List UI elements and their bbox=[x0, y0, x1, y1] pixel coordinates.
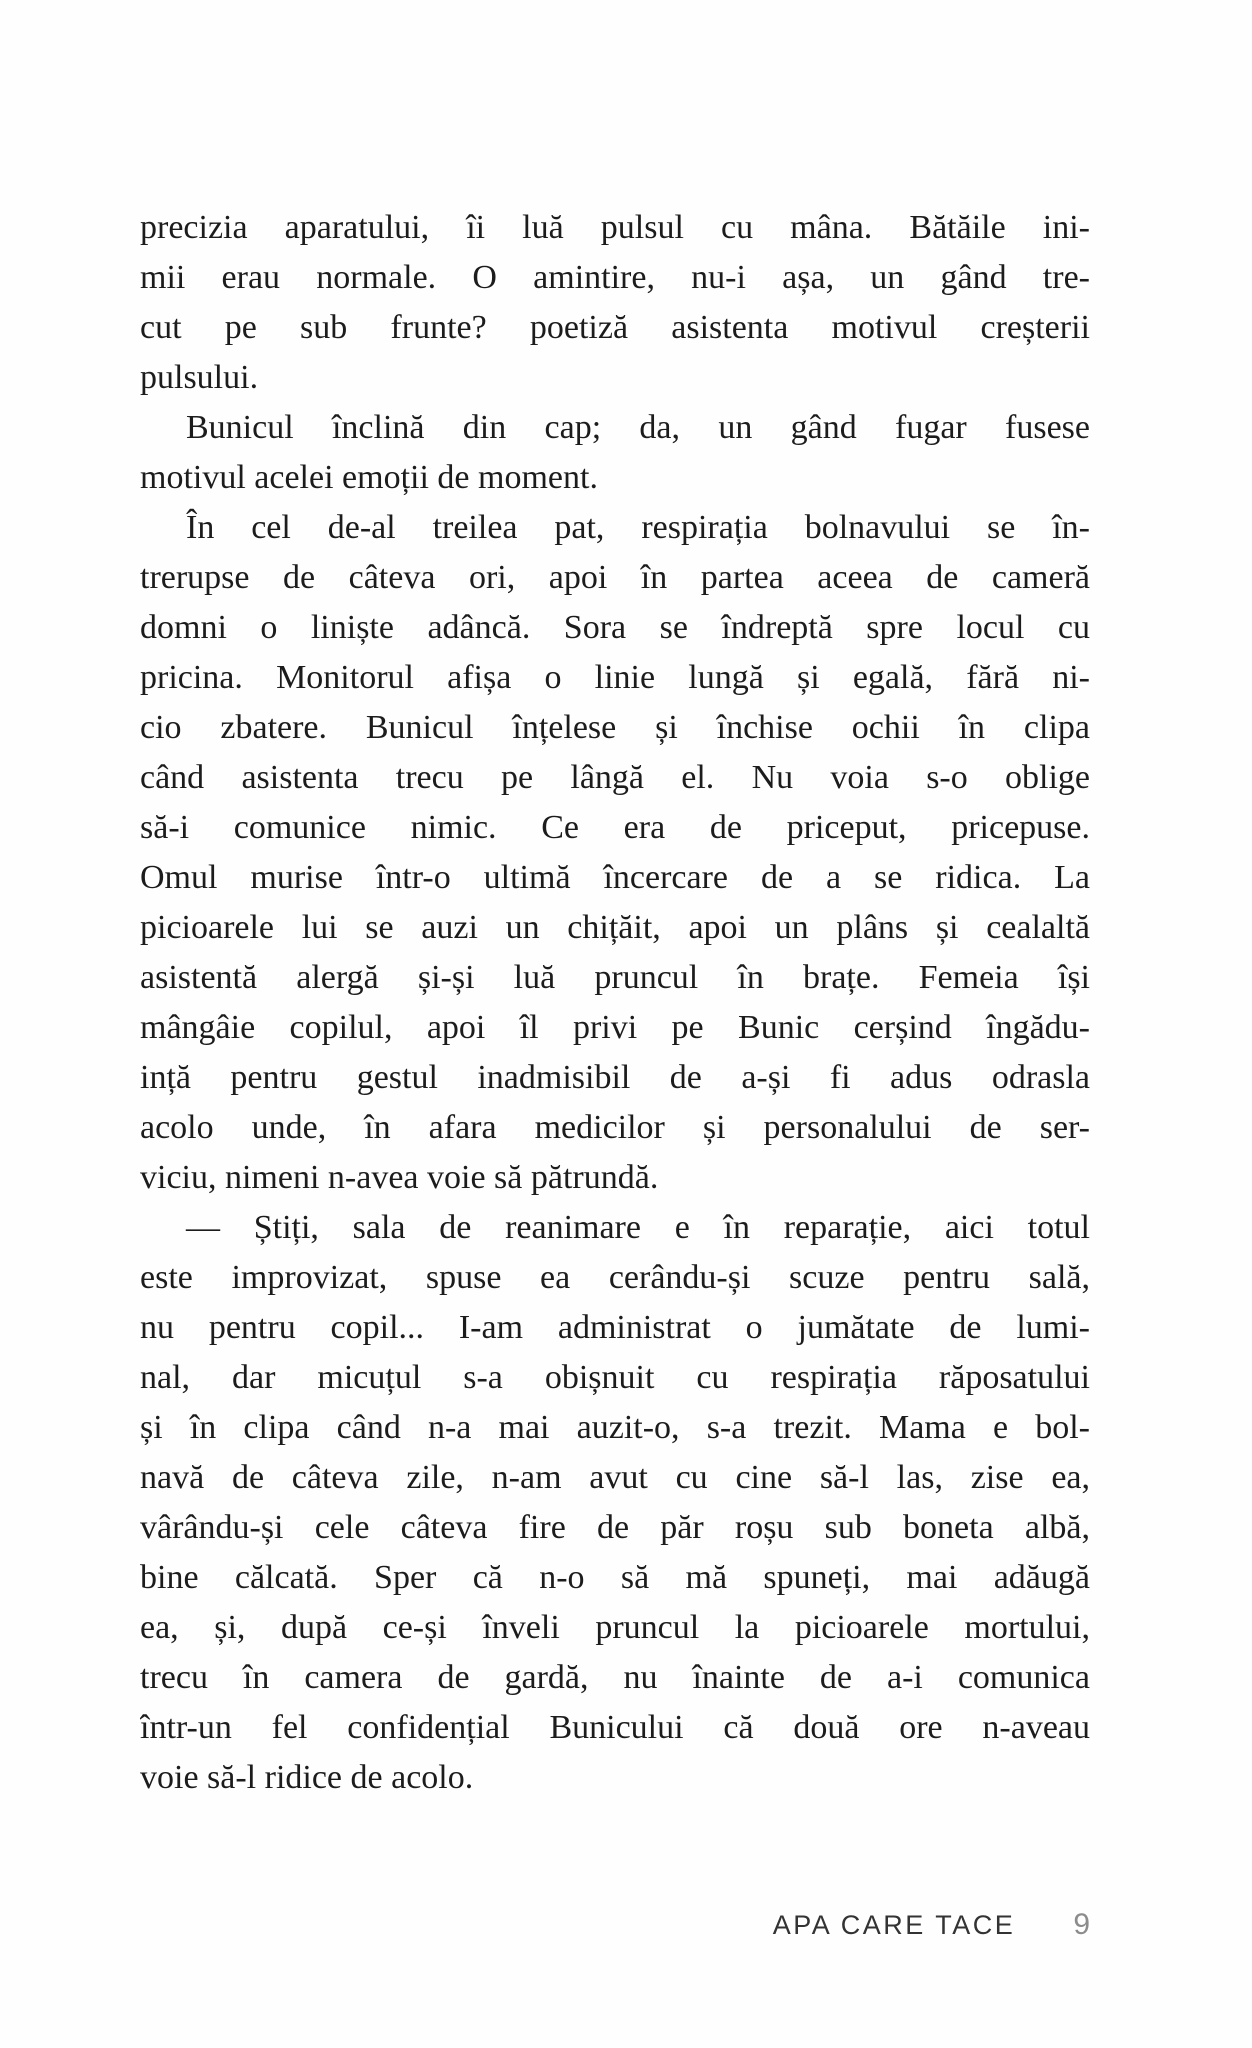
text-line: — Știți, sala de reanimare e în reparație, aici totul bbox=[186, 1209, 1090, 1246]
text-line: viciu, nimeni n-avea voie să pătrundă. bbox=[140, 1159, 659, 1196]
text-line: precizia aparatului, îi luă pulsul cu mâna. Bătăile ini- bbox=[140, 209, 1090, 246]
text-line: motivul acelei emoții de moment. bbox=[140, 459, 598, 496]
text-line: Omul murise într-o ultimă încercare de a se ridica. La bbox=[140, 859, 1090, 896]
text-line: mii erau normale. O amintire, nu-i așa, un gând tre- bbox=[140, 259, 1090, 296]
text-line: pricina. Monitorul afișa o linie lungă și egală, fără ni- bbox=[140, 659, 1090, 696]
text-line: nal, dar micuțul s-a obișnuit cu respirația răposatului bbox=[140, 1359, 1090, 1396]
text-line: picioarele lui se auzi un chițăit, apoi un plâns și cealaltă bbox=[140, 909, 1090, 946]
text-line: este improvizat, spuse ea cerându-și scuze pentru sală, bbox=[140, 1259, 1090, 1296]
text-line: vârându-și cele câteva fire de păr roșu sub boneta albă, bbox=[140, 1509, 1090, 1546]
text-line: voie să-l ridice de acolo. bbox=[140, 1759, 474, 1796]
page-number: 9 bbox=[1073, 1908, 1090, 1941]
text-line: și în clipa când n-a mai auzit-o, s-a trezit. Mama e bol- bbox=[140, 1409, 1090, 1446]
text-line: bine călcată. Sper că n-o să mă spuneți, mai adăugă bbox=[140, 1559, 1090, 1596]
text-line: cut pe sub frunte? poetiză asistenta motivul creșterii bbox=[140, 309, 1090, 346]
running-title: APA CARE TACE bbox=[772, 1910, 1016, 1940]
text-line: într-un fel confidențial Bunicului că două ore n-aveau bbox=[140, 1709, 1090, 1746]
text-line: ea, și, după ce-și înveli pruncul la picioarele mortului, bbox=[140, 1609, 1090, 1646]
text-line: ință pentru gestul inadmisibil de a-și fi adus odrasla bbox=[140, 1059, 1090, 1096]
page-text-block bbox=[140, 203, 1090, 1803]
text-line: mângâie copilul, apoi îl privi pe Bunic cerșind îngădu- bbox=[140, 1009, 1090, 1046]
text-line: domni o liniște adâncă. Sora se îndreptă spre locul cu bbox=[140, 609, 1090, 646]
text-line: În cel de-al treilea pat, respirația bolnavului se în- bbox=[186, 509, 1090, 546]
text-line: Bunicul înclină din cap; da, un gând fugar fusese bbox=[186, 409, 1090, 446]
text-line: asistentă alergă și-și luă pruncul în brațe. Femeia își bbox=[140, 959, 1090, 996]
text-line: cio zbatere. Bunicul înțelese și închise ochii în clipa bbox=[140, 709, 1090, 746]
text-line: navă de câteva zile, n-am avut cu cine să-l las, zise ea, bbox=[140, 1459, 1090, 1496]
text-line: pulsului. bbox=[140, 359, 259, 396]
text-line: nu pentru copil... I-am administrat o jumătate de lumi- bbox=[140, 1309, 1090, 1346]
text-line: să-i comunice nimic. Ce era de priceput, pricepuse. bbox=[140, 809, 1090, 846]
text-line: acolo unde, în afara medicilor și personalului de ser- bbox=[140, 1109, 1090, 1146]
text-line: când asistenta trecu pe lângă el. Nu voia s-o oblige bbox=[140, 759, 1090, 796]
text-line: trerupse de câteva ori, apoi în partea aceea de cameră bbox=[140, 559, 1090, 596]
text-line: trecu în camera de gardă, nu înainte de a-i comunica bbox=[140, 1659, 1090, 1696]
page-footer bbox=[140, 1908, 1090, 1942]
